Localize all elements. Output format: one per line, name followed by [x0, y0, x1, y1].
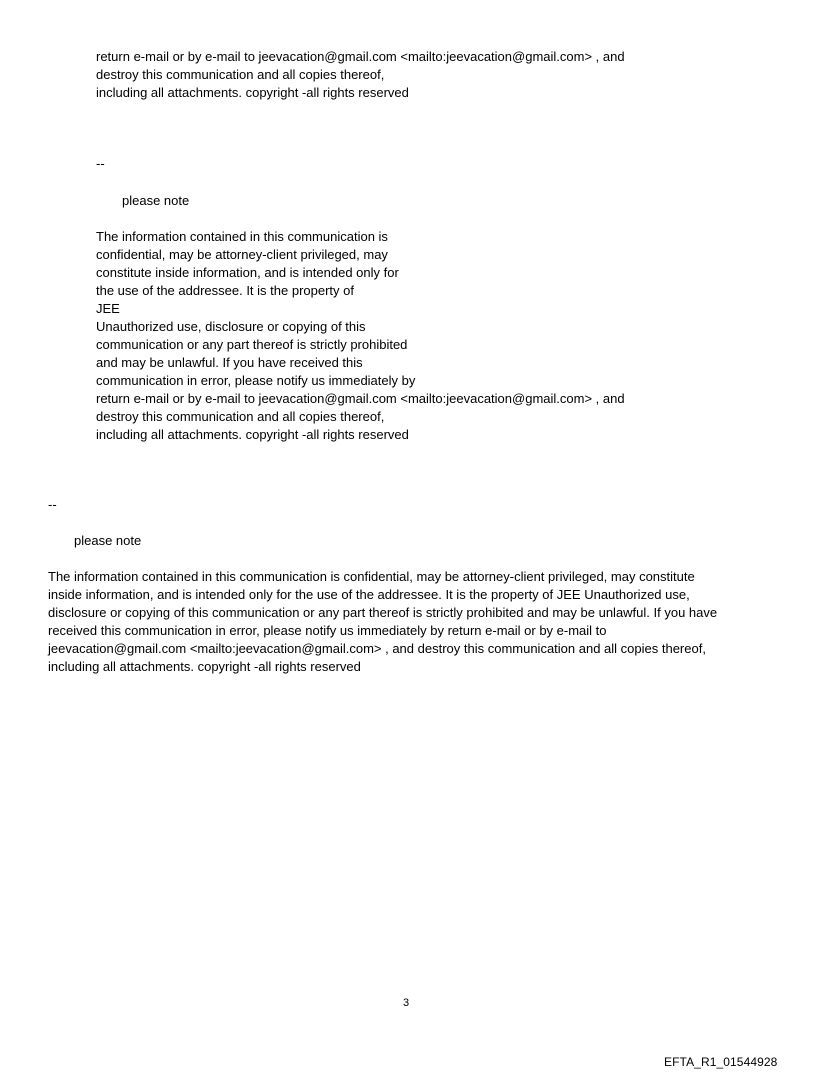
- text-line: The information contained in this communication is confidential, may be attorney-client privileged, may constitute: [48, 569, 695, 584]
- text-line: disclosure or copying of this communication or any part thereof is strictly prohibited and may be unlawful. If you have: [48, 605, 718, 620]
- text-line: received this communication in error, please notify us immediately by return e-mail or by e-mail to: [48, 623, 607, 638]
- text-line: including all attachments. copyright -all rights reserved: [48, 659, 361, 674]
- page-number: 3: [403, 997, 410, 1009]
- text-line: Unauthorized use, disclosure or copying of this: [96, 319, 366, 334]
- text-line: and may be unlawful. If you have received this: [96, 355, 363, 370]
- text-line: inside information, and is intended only for the use of the addressee. It is the property of JEE Unauthorized use,: [48, 587, 690, 602]
- text-line: communication in error, please notify us immediately by: [96, 373, 416, 388]
- top-fragment: [96, 48, 625, 102]
- text-line: JEE: [96, 301, 120, 316]
- text-line: constitute inside information, and is intended only for: [96, 265, 399, 280]
- text-line: The information contained in this communication is: [96, 229, 388, 244]
- outer-heading: please note: [74, 533, 142, 548]
- text-line: destroy this communication and all copies thereof,: [96, 67, 385, 82]
- text-line: destroy this communication and all copies thereof,: [96, 409, 385, 424]
- text-line: confidential, may be attorney-client privileged, may: [96, 247, 388, 262]
- outer-separator: --: [48, 497, 57, 512]
- text-line: return e-mail or by e-mail to jeevacation@gmail.com <mailto:jeevacation@gmail.com> , and: [96, 49, 625, 64]
- text-line: jeevacation@gmail.com <mailto:jeevacation@gmail.com> , and destroy this communication and all copies thereof,: [48, 641, 706, 656]
- nested-separator: --: [96, 156, 105, 171]
- text-line: the use of the addressee. It is the property of: [96, 283, 354, 298]
- nested-heading: please note: [122, 193, 190, 208]
- nested-notice-body: [96, 228, 625, 444]
- text-line: return e-mail or by e-mail to jeevacation@gmail.com <mailto:jeevacation@gmail.com> , and: [96, 391, 625, 406]
- outer-notice-body: [48, 568, 717, 676]
- text-line: including all attachments. copyright -all rights reserved: [96, 85, 409, 100]
- text-line: including all attachments. copyright -all rights reserved: [96, 427, 409, 442]
- document-id: EFTA_R1_01544928: [664, 1055, 778, 1069]
- text-line: communication or any part thereof is strictly prohibited: [96, 337, 408, 352]
